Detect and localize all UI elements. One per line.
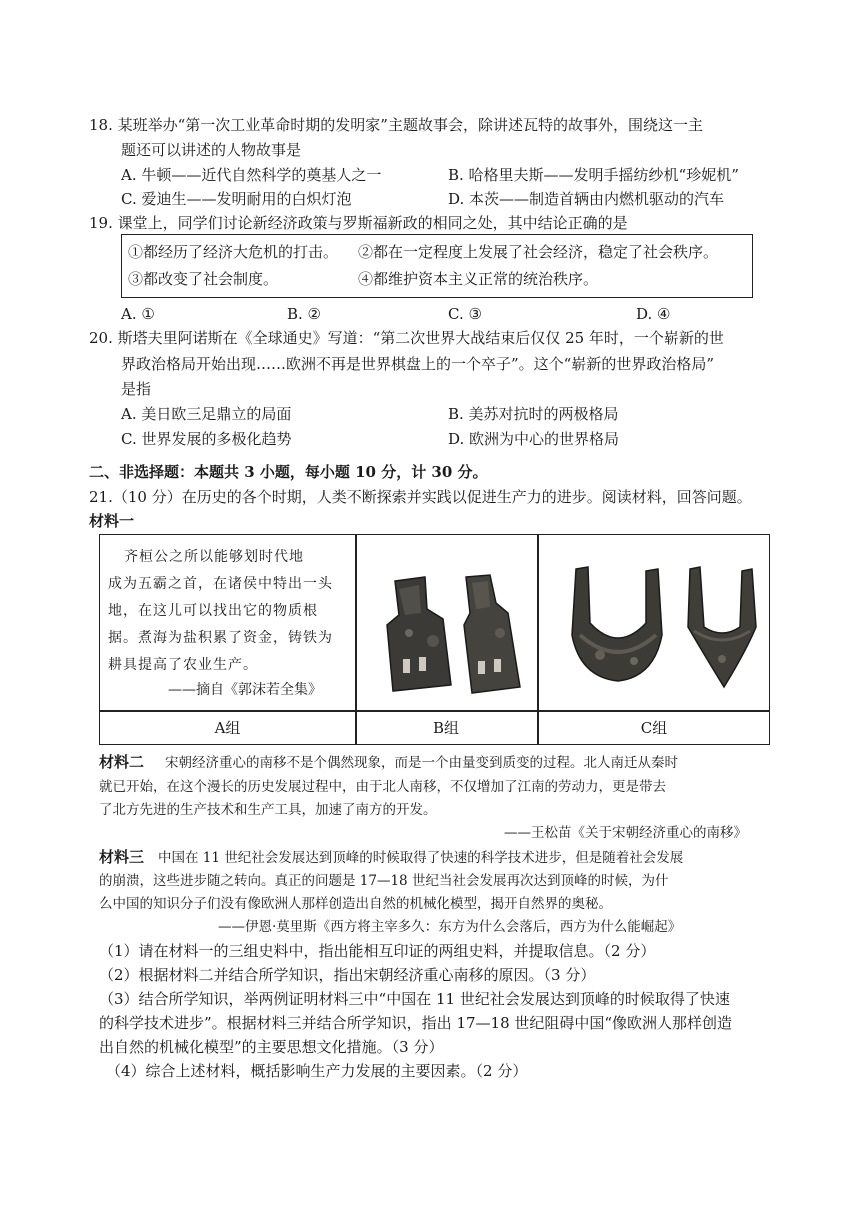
q21-sub4: （4）综合上述材料，概括影响生产力发展的主要因素。（2 分） (106, 1062, 528, 1080)
material-three-line: 么中国的知识分子们没有像欧洲人那样创造出自然的机械化模型，揭开自然界的奥秘。 (99, 896, 612, 912)
q19-statement-1: ①都经历了经济大危机的打击。 (128, 243, 339, 261)
iron-plough-image (686, 565, 760, 691)
material-three-source: ——伊恩·莫里斯《西方将主宰多久：东方为什么会落后，西方为什么能崛起》 (218, 919, 682, 935)
iron-spade-image (385, 575, 453, 693)
caption-c-group: C组 (640, 719, 668, 737)
iron-plough-image (570, 565, 666, 685)
q19-option-c: C. ③ (448, 305, 482, 323)
quote-line: 齐桓公之所以能够划时代地 (124, 549, 304, 565)
q21-stem: 21.（10 分）在历史的各个时期，人类不断探索并实践以促进生产力的进步。阅读材料，回答问题。 (89, 488, 752, 506)
q19-option-d: D. ④ (636, 305, 671, 323)
q19-statement-3: ③都改变了社会制度。 (128, 270, 279, 288)
quote-line: 成为五霸之首，在诸侯中特出一头 (108, 576, 333, 592)
iron-spade-image (460, 573, 524, 695)
q21-sub3-line: （3）结合所学知识，举两例证明材料三中“中国在 11 世纪社会发展达到顶峰的时候取得了快速 (99, 990, 730, 1008)
q19-statement-2: ②都在一定程度上发展了社会经济，稳定了社会秩序。 (358, 243, 719, 261)
q20-option-d: D. 欧洲为中心的世界格局 (448, 430, 620, 448)
quote-line: 据。煮海为盐积累了资金，铸铁为 (108, 630, 333, 646)
material-three-line: 的崩溃，这些进步随之转向。真正的问题是 17—18 世纪当社会发展再次达到顶峰的时候，为什 (99, 873, 669, 889)
q20-option-c: C. 世界发展的多极化趋势 (121, 430, 292, 448)
q20-option-b: B. 美苏对抗时的两极格局 (448, 405, 619, 423)
table-divider (537, 535, 539, 744)
q18-stem-line2: 题还可以讲述的人物故事是 (121, 141, 302, 159)
q19-statement-box (121, 234, 753, 298)
material-one-table (99, 534, 770, 745)
material-two-source: ——王松苗《关于宋朝经济重心的南移》 (504, 825, 747, 841)
material-two-line: 宋朝经济重心的南移不是个偶然现象，而是一个由量变到质变的过程。北人南迁从秦时 (165, 755, 678, 771)
quote-source: ——摘自《郭沫若全集》 (168, 682, 322, 698)
q20-stem-line2: 界政治格局开始出现……欧洲不再是世界棋盘上的一个卒子”。这个“崭新的世界政治格局” (121, 355, 715, 373)
material-three-line: 中国在 11 世纪社会发展达到顶峰的时候取得了快速的科学技术进步，但是随着社会发展 (158, 850, 684, 866)
table-divider (100, 710, 769, 712)
q18-stem-line1: 18. 某班举办“第一次工业革命时期的发明家”主题故事会，除讲述瓦特的故事外，围绕这一主 (89, 116, 703, 134)
q21-sub3-line: 出自然的机械化模型”的主要思想文化措施。（3 分） (99, 1038, 444, 1056)
q21-sub3-line: 的科学技术进步”。根据材料三并结合所学知识，指出 17—18 世纪阻碍中国“像欧洲人那样创造 (99, 1014, 733, 1032)
q21-sub1: （1）请在材料一的三组史料中，指出能相互印证的两组史料，并提取信息。（2 分） (99, 942, 656, 960)
material-two-line: 就已开始，在这个漫长的历史发展过程中，由于北人南移，不仅增加了江南的劳动力，更是带去 (99, 779, 666, 795)
q18-option-c: C. 爱迪生——发明耐用的白炽灯泡 (121, 190, 352, 208)
q20-stem-line3: 是指 (121, 380, 152, 398)
q18-option-d: D. 本茨——制造首辆由内燃机驱动的汽车 (448, 190, 725, 208)
caption-b-group: B组 (432, 719, 460, 737)
material-two-label: 材料二 (99, 753, 145, 771)
q18-option-a: A. 牛顿——近代自然科学的奠基人之一 (121, 166, 382, 184)
q19-stem: 19. 课堂上，同学们讨论新经济政策与罗斯福新政的相同之处，其中结论正确的是 (89, 214, 628, 232)
q20-option-a: A. 美日欧三足鼎立的局面 (121, 405, 292, 423)
caption-a-group: A组 (214, 719, 241, 737)
quote-line: 地，在这儿可以找出它的物质根 (108, 603, 318, 619)
material-two-line: 了北方先进的生产技术和生产工具，加速了南方的开发。 (99, 802, 437, 818)
table-divider (355, 535, 357, 744)
q19-option-b: B. ② (287, 305, 322, 323)
material-one-label: 材料一 (89, 512, 135, 530)
q19-option-a: A. ① (121, 305, 155, 323)
quote-line: 耕具提高了农业生产。 (108, 657, 258, 673)
q18-option-b: B. 哈格里夫斯——发明手摇纺纱机“珍妮机” (448, 166, 739, 184)
q21-sub2: （2）根据材料二并结合所学知识，指出宋朝经济重心南移的原因。（3 分） (99, 966, 596, 984)
material-three-label: 材料三 (99, 848, 145, 866)
q20-stem-line1: 20. 斯塔夫里阿诺斯在《全球通史》写道：“第二次世界大战结束后仅仅 25 年时，一个崭新的世 (89, 329, 724, 347)
q19-statement-4: ④都维护资本主义正常的统治秩序。 (358, 270, 599, 288)
section-two-heading: 二、非选择题：本题共 3 小题，每小题 10 分，计 30 分。 (89, 463, 488, 481)
